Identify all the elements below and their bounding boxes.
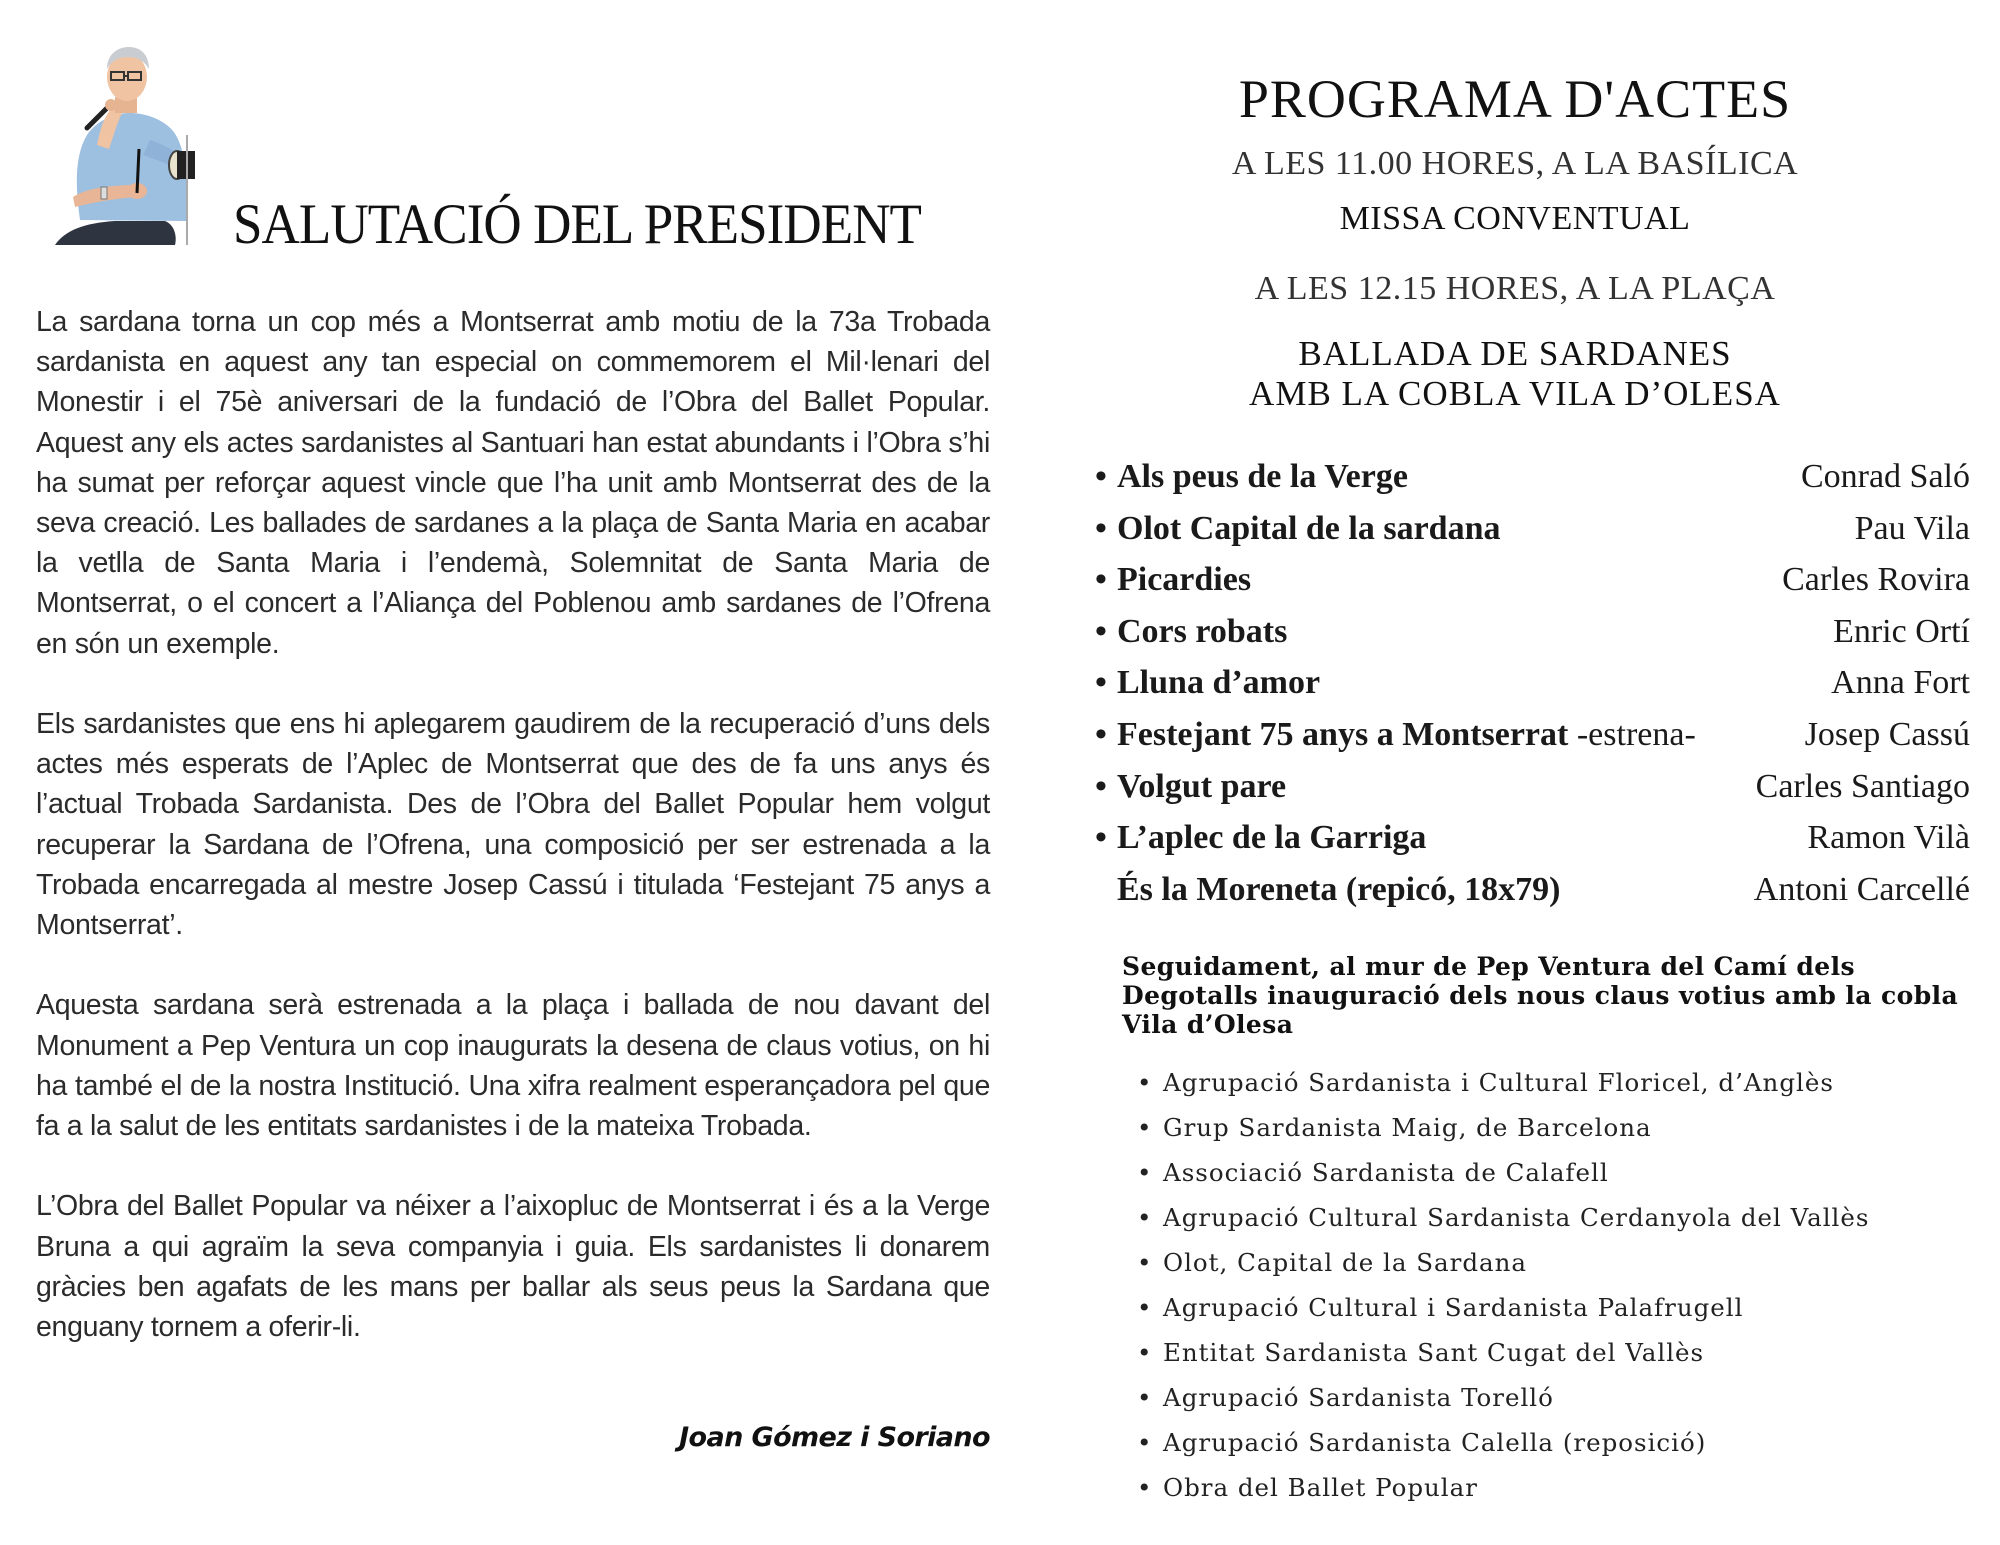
bullet-icon: • — [1095, 819, 1107, 857]
entity-item — [1137, 1375, 1987, 1420]
letter-paragraph: Aquesta sardana serà estrenada a la plaça i ballada de nou davant del Monument a Pep Ventura un cop inaugurats la desena de claus votius, on hi ha també el de la nostra Institució. Una xifra realment esperançadora pel que fa a la salut de les entitats sardanistes i de la mateixa Trobada. — [36, 989, 990, 1143]
sardana-composer: Pau Vila — [1854, 509, 1970, 547]
bullet-icon: • — [1095, 561, 1107, 599]
entity-name: Obra del Ballet Popular — [1163, 1473, 1478, 1502]
entity-item — [1137, 1195, 1987, 1240]
sardana-composer: Antoni Carcellé — [1753, 870, 1970, 908]
entity-item — [1137, 1465, 1987, 1510]
entity-name: Agrupació Sardanista Torelló — [1163, 1383, 1554, 1412]
entity-name: Olot, Capital de la Sardana — [1163, 1248, 1528, 1277]
bullet-icon: • — [1137, 1473, 1153, 1502]
event-time-square: A LES 12.15 HORES, A LA PLAÇA — [1254, 270, 1776, 307]
bullet-icon: • — [1095, 612, 1107, 650]
sardana-program-list — [1095, 458, 1970, 922]
sardana-title — [1095, 458, 1408, 496]
entity-item — [1137, 1285, 1987, 1330]
sardana-title-text: Picardies — [1117, 561, 1252, 599]
sardana-item — [1095, 819, 1970, 871]
bullet-icon: • — [1137, 1293, 1153, 1322]
sardana-title-text: Festejant 75 anys a Montserrat — [1117, 715, 1569, 753]
entity-name: Agrupació Cultural i Sardanista Palafrugell — [1163, 1293, 1744, 1322]
follow-up-note: Seguidament, al mur de Pep Ventura del Camí dels Degotalls inauguració dels nous claus votius amb la cobla Vila d’Olesa — [1122, 952, 1959, 1039]
sardana-item — [1095, 613, 1970, 665]
bullet-icon: • — [1137, 1338, 1153, 1367]
president-photo — [45, 45, 210, 245]
entity-item — [1137, 1240, 1987, 1285]
sardana-note: -estrena- — [1568, 715, 1696, 753]
bullet-icon: • — [1095, 458, 1107, 495]
event-time-basilica: A LES 11.00 HORES, A LA BASÍLICA — [1231, 145, 1799, 182]
president-photo-illustration — [45, 45, 210, 245]
sardana-item — [1095, 768, 1970, 820]
sardana-title — [1095, 768, 1286, 806]
bullet-icon: • — [1095, 715, 1107, 753]
sardana-title — [1095, 664, 1320, 702]
sardana-title-text: Lluna d’amor — [1117, 664, 1321, 702]
letter-paragraph: L’Obra del Ballet Popular va néixer a l’aixopluc de Montserrat i és a la Verge Bruna a qui agraïm la seva companyia i guia. Els sardanistes li donarem gràcies ben agafats de les mans per ballar als seus peus la Sardana que enguany tornem a oferir-li. — [36, 1190, 990, 1344]
sardana-title — [1095, 819, 1426, 857]
bullet-icon: • — [1095, 767, 1107, 805]
letter-paragraph: La sardana torna un cop més a Montserrat amb motiu de la 73a Trobada sardanista en aquest any tan especial on commemorem el Mil·lenari del Monestir i el 75è aniversari de la fundació de l’Obra del Ballet Popular. Aquest any els actes sardanistes al Santuari han estat abundants i l’Obra s’hi ha sumat per reforçar aquest vincle que l’ha unit amb Montserrat des de la seva creació. Les ballades de sardanes a la plaça de Santa Maria en acabar la vetlla de Santa Maria i l’endemà, Solemnitat de Santa Maria de Montserrat, o el concert a l’Aliança del Poblenou amb sardanes de l’Ofrena en són un exemple. — [36, 306, 990, 660]
entity-name: Grup Sardanista Maig, de Barcelona — [1163, 1113, 1652, 1142]
bullet-icon: • — [1095, 509, 1107, 547]
sardana-composer: Conrad Saló — [1800, 458, 1970, 495]
sardana-title-text: Olot Capital de la sardana — [1117, 509, 1501, 547]
event-sardana-dance — [1115, 334, 1915, 414]
event-sardana-dance-line1: BALLADA DE SARDANES — [1298, 334, 1732, 373]
bullet-icon: • — [1137, 1113, 1153, 1142]
bullet-icon: • — [1137, 1383, 1153, 1412]
sardana-title-text: Cors robats — [1117, 612, 1288, 650]
sardana-title — [1095, 871, 1561, 909]
sardana-title — [1095, 561, 1251, 599]
sardana-item — [1095, 664, 1970, 716]
entity-name: Agrupació Sardanista Calella (reposició) — [1163, 1428, 1707, 1457]
sardana-title-text: Volgut pare — [1117, 767, 1287, 805]
bullet-icon: • — [1137, 1428, 1153, 1457]
sardana-title-text: Als peus de la Verge — [1117, 458, 1408, 495]
sardana-item — [1095, 458, 1970, 510]
entity-item — [1137, 1105, 1987, 1150]
entity-name: Associació Sardanista de Calafell — [1163, 1158, 1609, 1187]
bullet-icon: • — [1095, 664, 1107, 702]
section-title-president-greeting: SALUTACIÓ DEL PRESIDENT — [233, 193, 922, 256]
sardana-item — [1095, 561, 1970, 613]
sardana-title-text: És la Moreneta (repicó, 18x79) — [1117, 870, 1561, 908]
bullet-icon: • — [1137, 1248, 1153, 1277]
program-title: PROGRAMA D'ACTES — [1238, 69, 1792, 129]
sardana-composer: Ramon Vilà — [1807, 819, 1970, 857]
sardana-composer: Anna Fort — [1831, 664, 1970, 702]
entity-name: Agrupació Cultural Sardanista Cerdanyola del Vallès — [1163, 1203, 1870, 1232]
sardana-composer: Josep Cassú — [1804, 715, 1970, 753]
entity-item — [1137, 1150, 1987, 1195]
sardana-composer: Carles Santiago — [1755, 767, 1970, 805]
bullet-icon: • — [1137, 1203, 1153, 1232]
sardana-title — [1095, 510, 1500, 548]
entity-item — [1137, 1330, 1987, 1375]
president-letter — [36, 302, 990, 1387]
sardana-item — [1095, 871, 1970, 923]
sardana-item — [1095, 510, 1970, 562]
president-signature: Joan Gómez i Soriano — [679, 1422, 990, 1453]
sardana-composer: Carles Rovira — [1782, 561, 1970, 599]
entities-list — [1137, 1060, 1987, 1510]
entity-name: Entitat Sardanista Sant Cugat del Vallès — [1163, 1338, 1705, 1367]
sardana-item — [1095, 716, 1970, 768]
sardana-title — [1095, 716, 1696, 754]
sardana-title-text: L’aplec de la Garriga — [1117, 819, 1427, 857]
sardana-composer: Enric Ortí — [1833, 612, 1970, 650]
event-sardana-dance-line2: AMB LA COBLA VILA D’OLESA — [1249, 374, 1781, 413]
entity-item — [1137, 1420, 1987, 1465]
entity-item — [1137, 1060, 1987, 1105]
entity-name: Agrupació Sardanista i Cultural Floricel, d’Anglès — [1163, 1068, 1834, 1097]
sardana-title — [1095, 613, 1287, 651]
event-mass: MISSA CONVENTUAL — [1339, 200, 1691, 237]
bullet-icon: • — [1137, 1158, 1153, 1187]
bullet-icon: • — [1137, 1068, 1153, 1097]
letter-paragraph: Els sardanistes que ens hi aplegarem gaudirem de la recuperació d’uns dels actes més esperats de l’Aplec de Montserrat que des de fa uns anys és l’actual Trobada Sardanista. Des de l’Obra del Ballet Popular hem volgut recuperar la Sardana de l’Ofrena, una composició per ser estrenada a la Trobada encarregada al mestre Josep Cassú i titulada ‘Festejant 75 anys a Montserrat’. — [36, 708, 990, 942]
